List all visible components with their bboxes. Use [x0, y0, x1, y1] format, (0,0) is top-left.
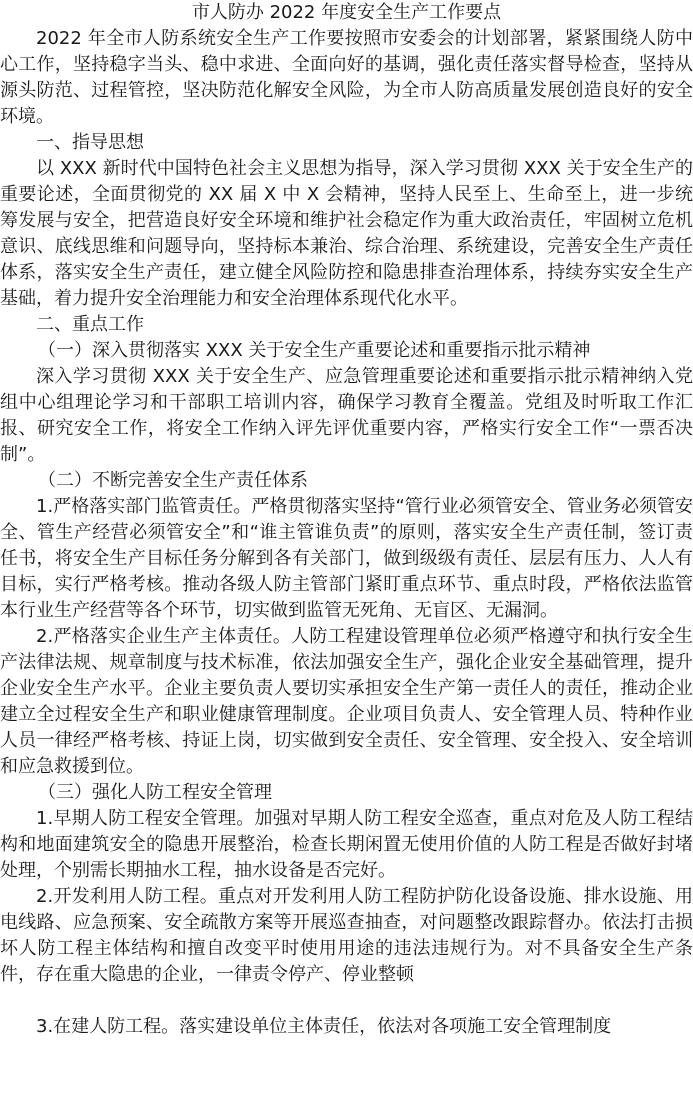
subsection-3-item-2: 2.开发利用人防工程。重点对开发利用人防工程防护防化设备设施、排水设施、用电线路、应急预案、安全疏散方案等开展巡查抽查，对问题整改跟踪督办。依法打击损坏人防工程主体结构和擅自改变平时使用用途的违法违规行为。对不具备安全生产条件，存在重大隐患的企业，一律责令停产、停业整顿 [0, 886, 693, 985]
subsection-3-item-1: 1.早期人防工程安全管理。加强对早期人防工程安全巡查，重点对危及人防工程结构和地面建筑安全的隐患开展整治，检查长期闲置无使用价值的人防工程是否做好封堵处理，个别需长期抽水工程，抽水设备是否完好。 [0, 808, 693, 881]
subsection-2-item-1: 1.严格落实部门监管责任。严格贯彻落实坚持“管行业必须管安全、管业务必须管安全、管生产经营必须管安全”和“谁主管谁负责”的原则，落实安全生产责任制，签订责任书，将安全生产目标任务分解到各有关部门，做到级级有责任、层层有压力、人人有目标，实行严格考核。推动各级人防主管部门紧盯重点环节、重点时段，严格依法监管本行业生产经营等各个环节，切实做到监管无死角、无盲区、无漏洞。 [0, 496, 693, 621]
intro-paragraph: 2022 年全市人防系统安全生产工作要按照市安委会的计划部署，紧紧围绕人防中心工作，坚持稳字当头、稳中求进、全面向好的基调，强化责任落实督导检查，坚持从源头防范、过程管控，坚决防范化解安全风险，为全市人防高质量发展创造良好的安全环境。 [0, 28, 693, 127]
subsection-2-item-2: 2.严格落实企业生产主体责任。人防工程建设管理单位必须严格遵守和执行安全生产法律法规、规章制度与技术标准，依法加强安全生产，强化企业安全基础管理，提升企业安全生产水平。企业主要负责人要切实承担安全生产第一责任人的责任，推动企业建立全过程安全生产和职业健康管理制度。企业项目负责人、安全管理人员、特种作业人员一律经严格考核、持证上岗，切实做到安全责任、安全管理、安全投入、安全培训和应急救援到位。 [0, 626, 693, 777]
subsection-heading-3: （三）强化人防工程安全管理 [38, 782, 272, 803]
section-heading-key-work: 二、重点工作 [36, 314, 144, 335]
subsection-heading-1: （一）深入贯彻落实 XXX 关于安全生产重要论述和重要指示批示精神 [38, 340, 591, 361]
section-heading-guiding-thought: 一、指导思想 [36, 132, 144, 153]
guiding-thought-paragraph: 以 XXX 新时代中国特色社会主义思想为指导，深入学习贯彻 XXX 关于安全生产的重要论述，全面贯彻党的 XX 届 X 中 X 会精神，坚持人民至上、生命至上，进一步统筹发展与安全，把营造良好安全环境和维护社会稳定作为重大政治责任，牢固树立危机意识、底线思维和问题导向，坚持标本兼治、综合治理、系统建设，完善安全生产责任体系，落实安全生产责任，建立健全风险防控和隐患排查治理体系，持续夯实安全生产基础，着力提升安全治理能力和安全治理体系现代化水平。 [0, 158, 693, 309]
subsection-3-item-3-partial: 3.在建人防工程。落实建设单位主体责任，依法对各项施工安全管理制度 [36, 1016, 612, 1037]
paragraph-gap [0, 988, 693, 1014]
subsection-1-paragraph: 深入学习贯彻 XXX 关于安全生产、应急管理重要论述和重要指示批示精神纳入党组中心组理论学习和干部职工培训内容，确保学习教育全覆盖。党组及时听取工作汇报、研究安全工作，将安全工作纳入评先评优重要内容，严格实行安全工作“一票否决制”。 [0, 366, 693, 465]
document-title: 市人防办 2022 年度安全生产工作要点 [191, 2, 502, 23]
subsection-heading-2: （二）不断完善安全生产责任体系 [38, 470, 308, 491]
